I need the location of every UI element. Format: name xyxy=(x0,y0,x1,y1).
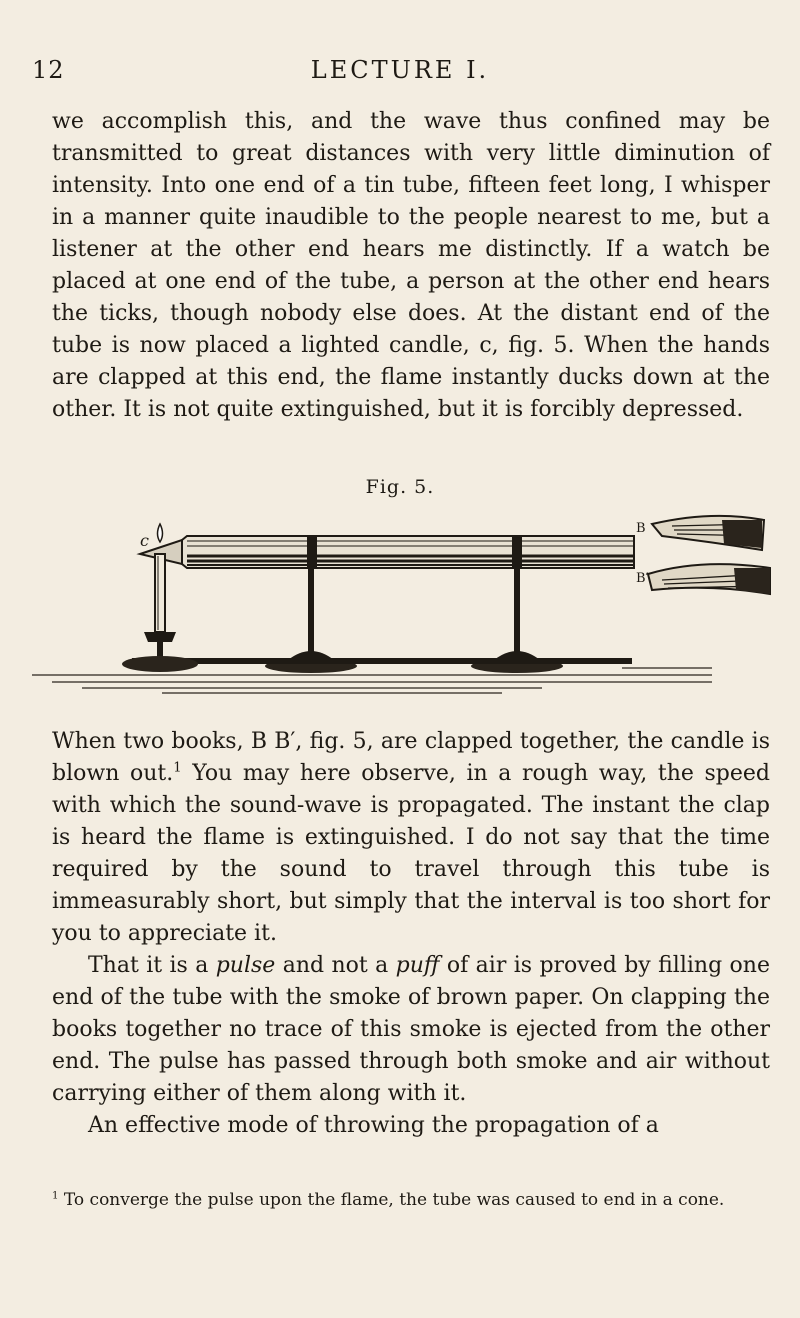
body-text-top xyxy=(52,106,770,426)
text-run: and not a xyxy=(275,953,396,978)
ground-lines xyxy=(32,668,712,693)
text-run: You may here observe, in a rough way, the speed with which the sound-wave is propagated. The instant the clap is heard the flame is extinguished. I do not say that the time required by the sound to travel through this tube is immeasurably short, but simply that the interval is too short for you to appreciate it. xyxy=(52,761,770,946)
paragraph-pulse xyxy=(52,950,770,1110)
text-run: When two books, B B′, fig. 5, are clapped together, the candle is blown out. xyxy=(52,729,770,786)
emphasis-puff: puff xyxy=(395,953,440,978)
label-c: c xyxy=(140,531,149,550)
tube-engraving xyxy=(22,510,778,710)
figure-caption: Fig. 5. xyxy=(365,476,435,498)
emphasis-pulse: pulse xyxy=(215,953,276,978)
footnote-marker: 1 xyxy=(52,1190,59,1202)
text-run: of air is proved by filling one end of the tube with the smoke of brown paper. On clapping the books together no trace of this smoke is ejected from the other end. The pulse has passed through both smoke and air without carrying either of them along with it. xyxy=(52,953,770,1106)
footnote-ref[interactable]: 1 xyxy=(173,760,182,776)
paragraph-books xyxy=(52,726,770,950)
paragraph: we accomplish this, and the wave thus confined may be transmitted to great distances with very little diminution of intensity. Into one end of a tin tube, fifteen feet long, I whisper in a manner quite inaudible to the people nearest to me, but a listener at the other end hears me distinctly. If a watch be placed at one end of the tube, a person at the other end hears the ticks, though nobody else does. At the distant end of the tube is now placed a lighted candle, c, fig. 5. When the hands are clapped at this end, the flame instantly ducks down at the other. It is not quite extinguished, but it is forcibly depressed. xyxy=(52,109,770,422)
tin-tube xyxy=(140,536,634,568)
running-head: LECTURE I. xyxy=(310,56,490,84)
tube-stands xyxy=(265,568,563,673)
body-text-bottom xyxy=(52,726,770,1142)
label-b-prime: B′ xyxy=(636,571,649,586)
footnote-text: To converge the pulse upon the flame, the tube was caused to end in a cone. xyxy=(58,1190,725,1210)
page-number: 12 xyxy=(32,56,65,84)
paragraph-last: An effective mode of throwing the propagation of a xyxy=(88,1113,659,1138)
page-header xyxy=(32,56,768,90)
figure-tube-illustration xyxy=(22,510,778,710)
label-b: B xyxy=(636,521,646,536)
base-board xyxy=(132,658,632,664)
books xyxy=(648,516,770,594)
footnote xyxy=(52,1186,770,1214)
text-run: That it is a xyxy=(88,953,216,978)
